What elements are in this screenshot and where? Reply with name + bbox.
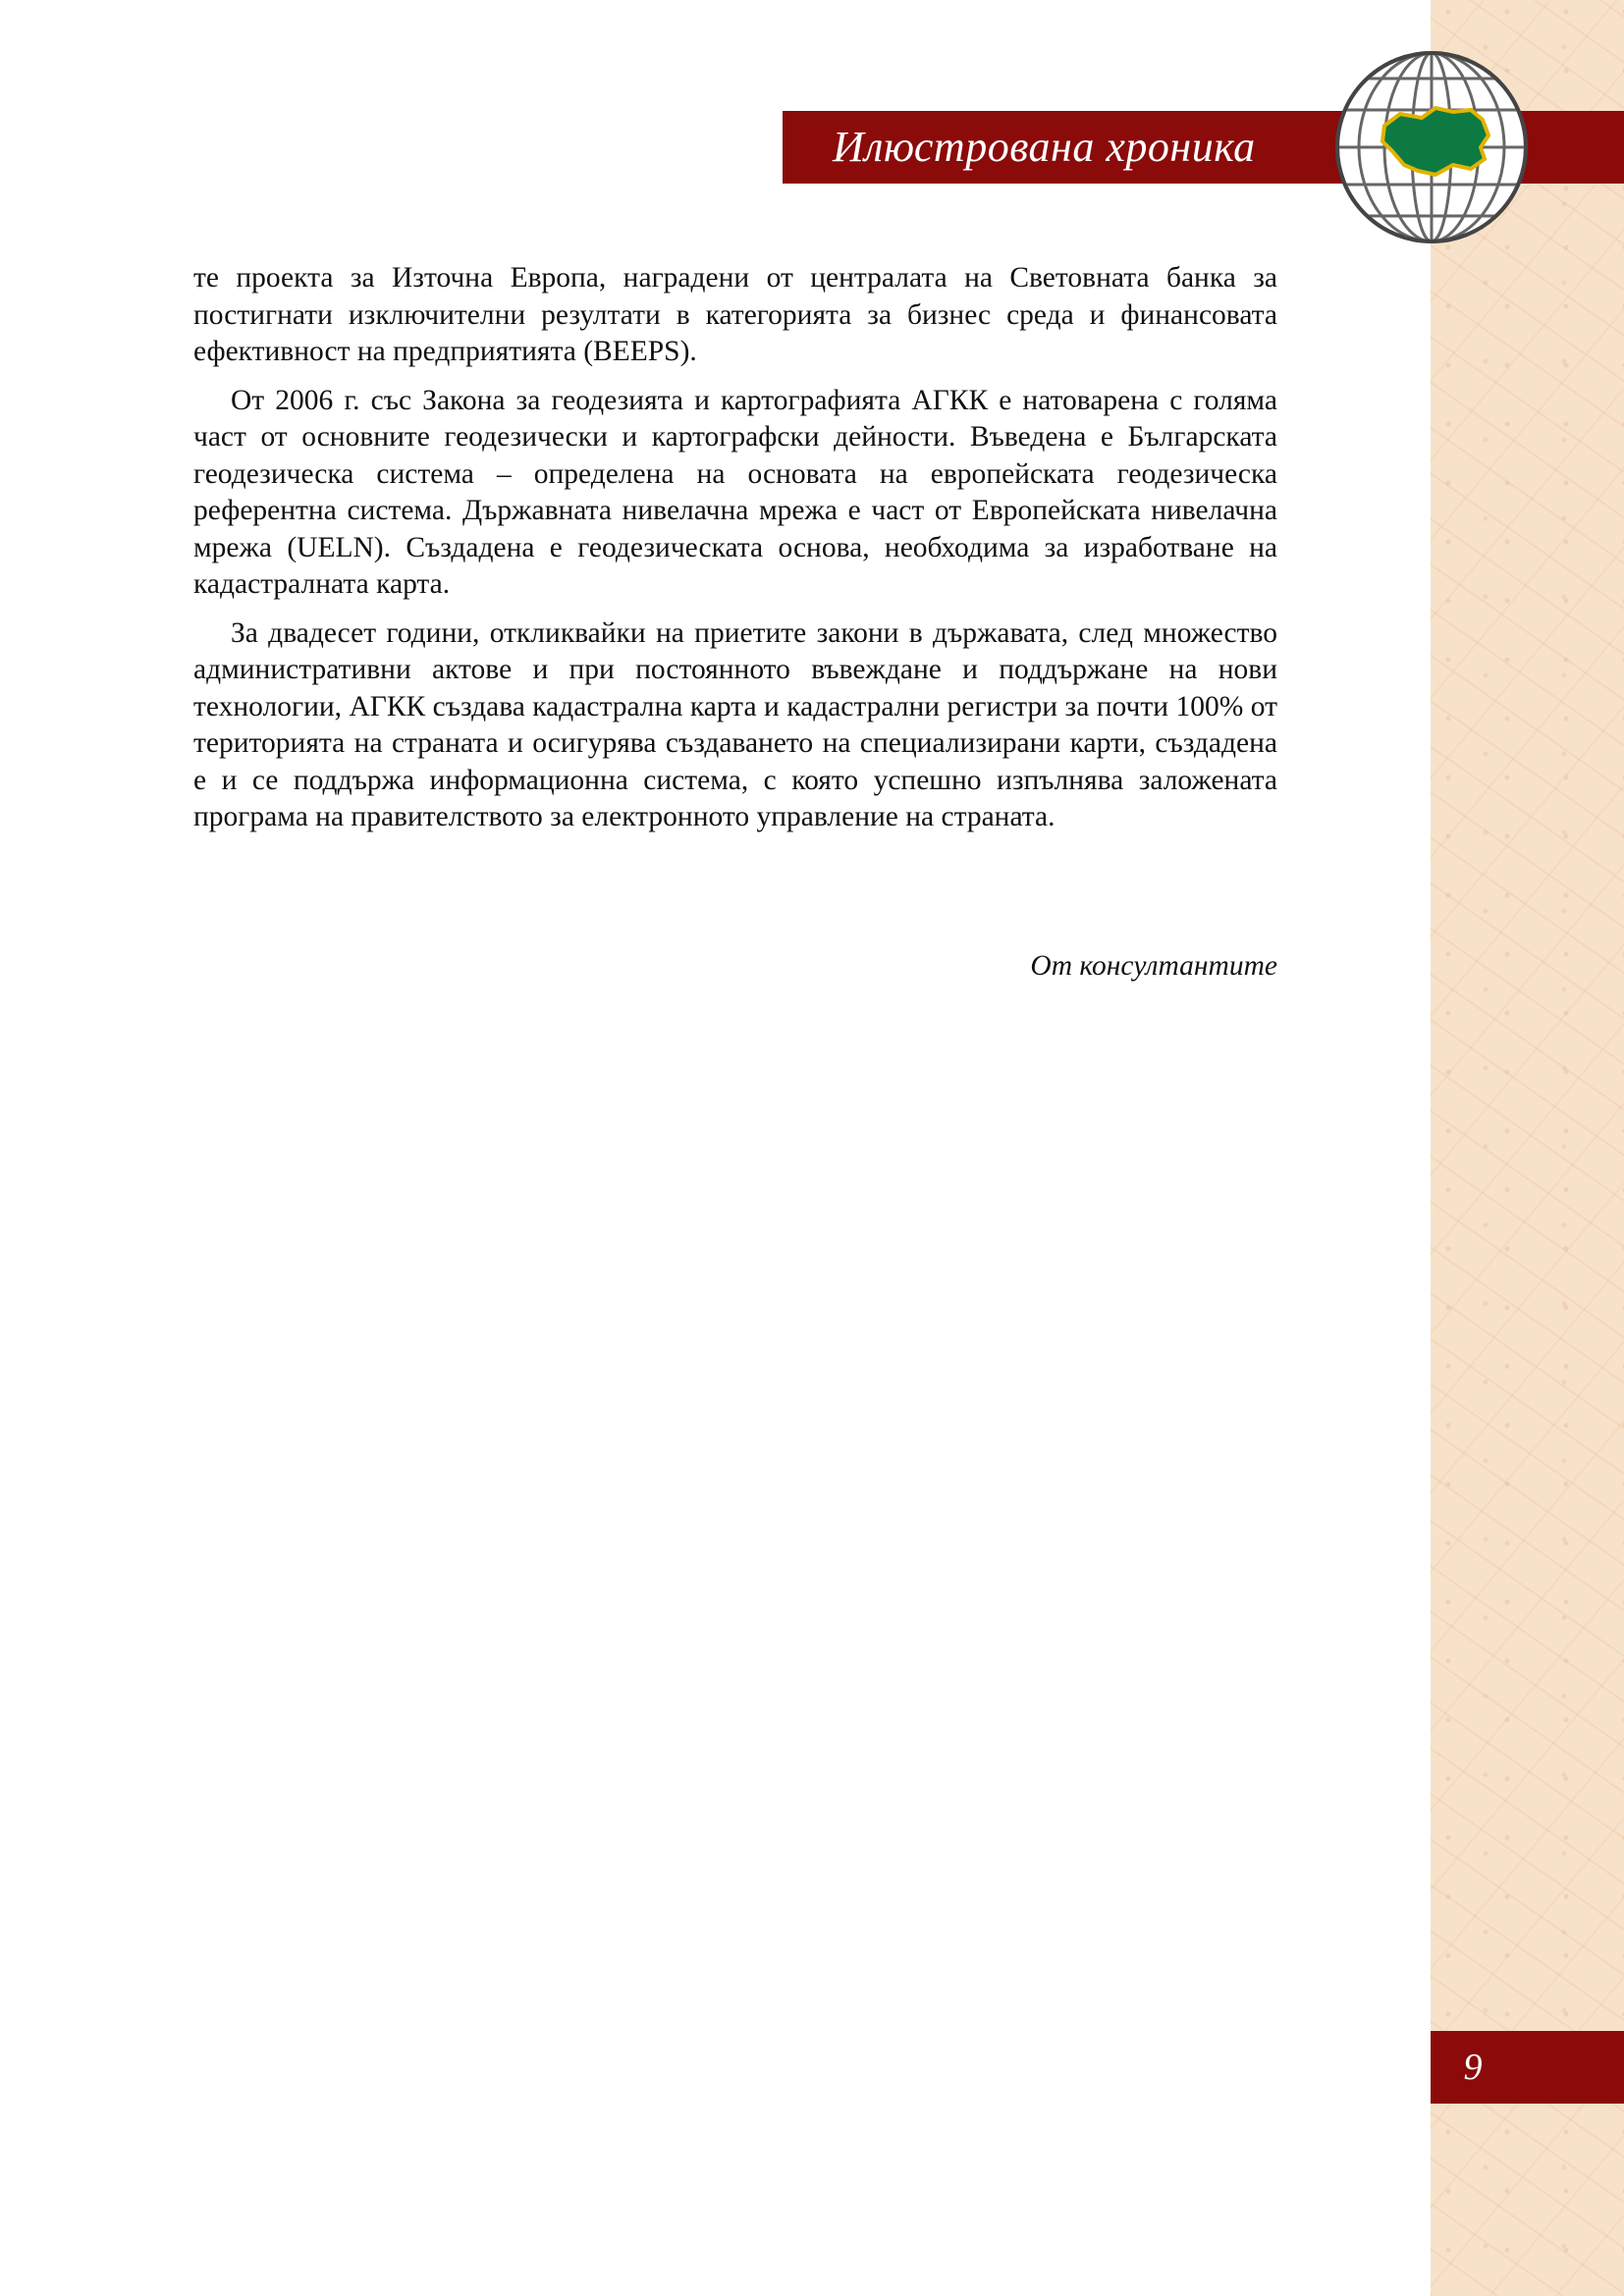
decorative-side-strip xyxy=(1431,0,1624,2296)
page-number: 9 xyxy=(1463,2047,1483,2088)
article-body xyxy=(193,260,1277,848)
section-title: Илюстрована хроника xyxy=(833,123,1256,171)
globe-with-bulgaria-map-icon xyxy=(1333,49,1530,245)
paragraph: От 2006 г. със Закона за геодезията и картографията АГКК е натоварена с голяма част от основните геодезически и картографски дейности. Въведена е Българската геодезическа система – определена на основата на европейската геодезическа референтна система. Държавната нивелачна мрежа е част от Европейската нивелачна мрежа (UELN). Създадена е геодезическата основа, необходима за изработване на кадастралната карта. xyxy=(193,384,1277,600)
paragraph: За двадесет години, откликвайки на приетите закони в държавата, след множество административни актове и при постоянното въвеждане и поддържане на нови технологии, АГКК създава кадастрална карта и кадастрални регистри за почти 100% от територията на страната и осигурява създаването на специализирани карти, създадена е и се поддържа информационна система, с която успешно изпълнява заложената програма на правителството за електронното управление на страната. xyxy=(193,616,1277,832)
signature: От консултантите xyxy=(1030,950,1277,982)
paragraph-continuation: те проекта за Източна Европа, наградени от централата на Световната банка за постигнати изключителни резултати в категорията за бизнес среда и финансовата ефективност на предприятията (BEEPS). xyxy=(193,262,1277,367)
